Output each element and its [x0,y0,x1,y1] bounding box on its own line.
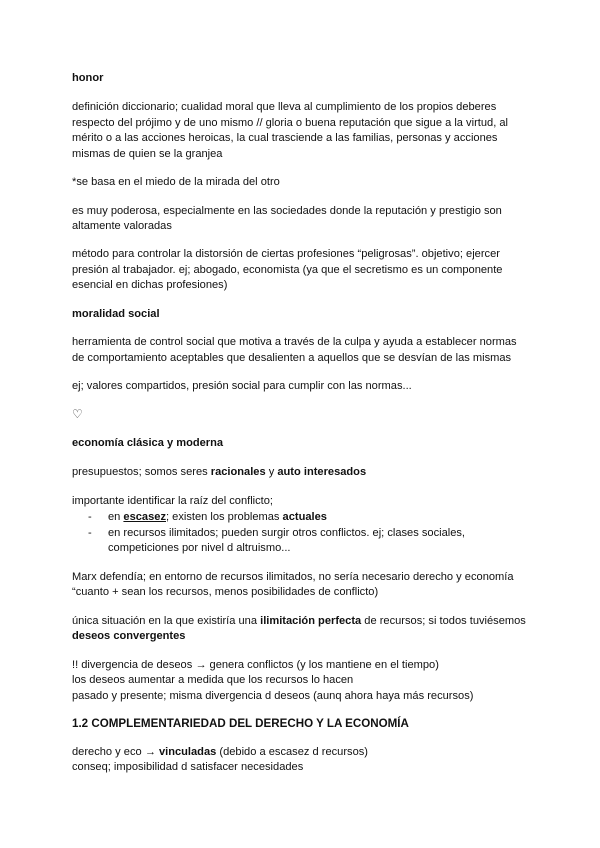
moralidad-tool-line-1: herramienta de control social que motiva a través de la culpa y ayuda a establecer normas [72,336,517,348]
marx-line-1: Marx defendía; en entorno de recursos ilimitados, no sería necesario derecho y economía [72,571,514,583]
honor-method-line-3: esencial en dichas profesiones) [72,279,228,291]
honor-method-line-1: método para controlar la distorsión de ciertas profesiones “peligrosas”. objetivo; ejercer [72,248,500,260]
linked-bold-vinculadas: vinculadas [158,746,217,758]
heart-symbol: ♡ [72,407,83,421]
linked-line [72,745,532,761]
unique-bold-deseos-convergentes: deseos convergentes [72,630,186,642]
unique-text: única situación en la que existiría una [72,615,261,627]
honor-note: *se basa en el miedo de la mirada del otro [72,176,280,188]
bullet-dash-1: - [88,511,92,523]
moralidad-example: ej; valores compartidos, presión social para cumplir con las normas... [72,380,412,392]
unique-situation-line-1 [72,614,532,630]
divergence-line-3: pasado y presente; misma divergencia d deseos (aunq ahora haya más recursos) [72,690,474,702]
honor-powerful-line-1: es muy poderosa, especialmente en las sociedades donde la reputación y prestigio son [72,205,502,217]
budget-bold-auto-interesados: auto interesados [277,466,367,478]
divergence-line-1: !! divergencia de deseos → genera conflictos (y los mantiene en el tiempo) [72,659,439,671]
bullet-item-2-line-2: competiciones por nivel d altruismo... [108,542,291,554]
bullet-item-1 [108,510,538,526]
budget-line [72,465,532,481]
bullet-1-bold-escasez: escasez [123,511,166,523]
honor-definition-line-1: definición diccionario; cualidad moral que lleva al cumplimiento de los propios deberes [72,101,497,113]
unique-bold-ilimitacion: ilimitación perfecta [260,615,362,627]
bullet-1-connector: ; existen los problemas [166,511,283,523]
heading-economia: economía clásica y moderna [72,437,224,449]
budget-connector: y [265,466,278,478]
marx-line-2: “cuanto + sean los recursos, menos posibilidades de conflicto) [72,586,379,598]
identify-root: importante identificar la raíz del conflicto; [72,495,274,507]
moralidad-tool-line-2: de comportamiento aceptables que desalienten a aquellos que se desvían de las mismas [72,352,512,364]
unique-continuation: de recursos; si todos tuviésemos [361,615,526,627]
heading-honor: honor [72,72,104,84]
honor-definition-line-4: mismas de quien se la granjea [72,148,223,160]
budget-bold-racionales: racionales [210,466,266,478]
honor-definition-line-3: mérito o a las acciones heroicas, la cual trasciende a las familias, personas y acciones [72,132,498,144]
honor-powerful-line-2: altamente valoradas [72,220,172,232]
divergence-line-2: los deseos aumentar a medida que los recursos lo hacen [72,674,354,686]
heading-moralidad-social: moralidad social [72,308,160,320]
bullet-1-text: en [108,511,124,523]
bullet-1-bold-actuales: actuales [282,511,327,523]
honor-definition-line-2: respecto del prójimo y de uno mismo // gloria o buena reputación que sigue a la virtud, al [72,117,508,129]
consequence-line: conseq; imposibilidad d satisfacer necesidades [72,761,304,773]
budget-text: presupuestos; somos seres [72,466,211,478]
bullet-dash-2: - [88,527,92,539]
heading-complementariedad: 1.2 COMPLEMENTARIEDAD DEL DERECHO Y LA ECONOMÍA [72,717,409,730]
honor-method-line-2: presión al trabajador. ej; abogado, economista (ya que el secretismo es un componente [72,264,503,276]
linked-continuation: (debido a escasez d recursos) [216,746,368,758]
bullet-item-2-line-1: en recursos ilimitados; pueden surgir otros conflictos. ej; clases sociales, [108,527,466,539]
linked-text: derecho y eco → [72,746,159,758]
